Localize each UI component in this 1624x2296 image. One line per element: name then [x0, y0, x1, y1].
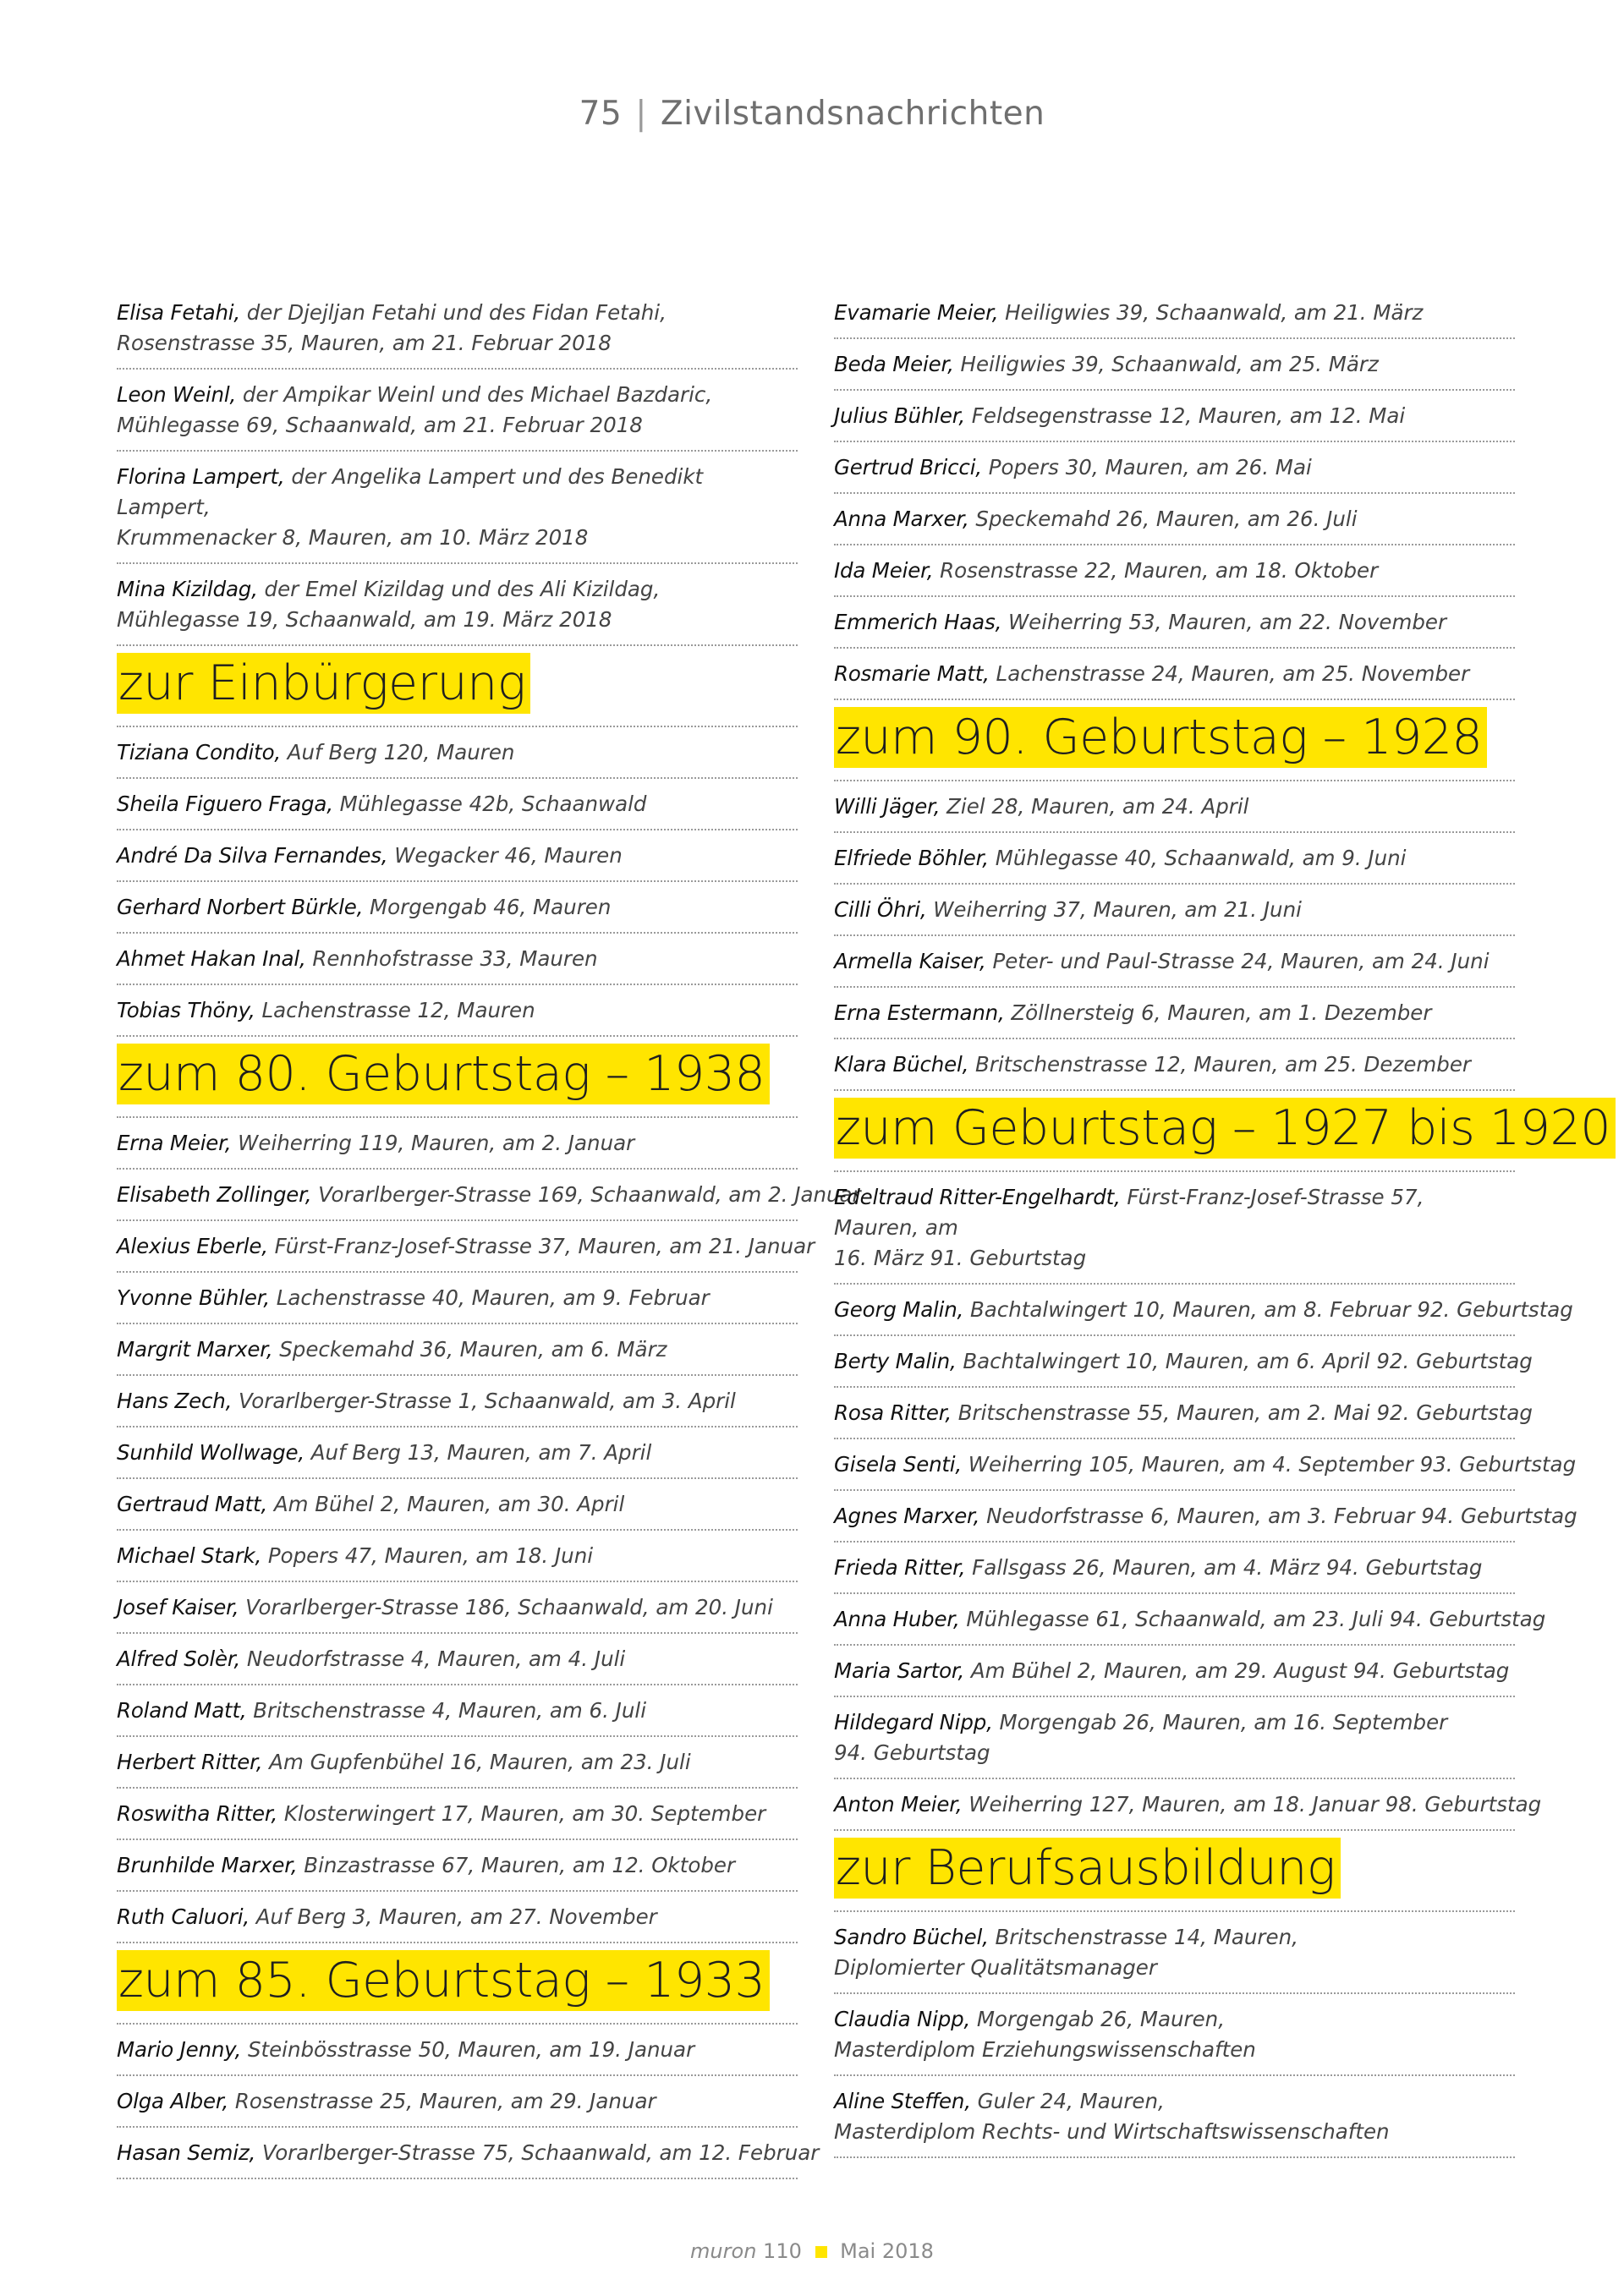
entry-details: Neudorfstrasse 4, Mauren, am 4. Juli: [240, 1647, 626, 1671]
entry-name: Hasan Semiz,: [117, 2140, 256, 2165]
entry-name: Sheila Figuero Fraga,: [117, 792, 333, 816]
entry-details: Neudorfstrasse 6, Mauren, am 3. Februar 94. Geburtstag: [979, 1504, 1577, 1528]
entry-details-line2: Masterdiplom Erziehungswissenschaften: [834, 2037, 1256, 2062]
entry-name: Elisabeth Zollinger,: [117, 1182, 312, 1207]
list-item: [834, 1994, 1515, 2076]
list-item: [117, 1479, 798, 1531]
entry-details: Binzastrasse 67, Mauren, am 12. Oktober: [297, 1853, 736, 1877]
list-item: [834, 1912, 1515, 1994]
entry-details: der Emel Kizildag und des Ali Kizildag,: [257, 577, 661, 601]
list-item: [834, 1697, 1515, 1779]
list-item: [834, 339, 1515, 391]
list-item: [834, 1543, 1515, 1594]
entry-details: Weiherring 37, Mauren, am 21. Juni: [926, 897, 1302, 922]
entry-name: Julius Bühler,: [834, 403, 966, 428]
entry-name: Gertrud Bricci,: [834, 455, 982, 479]
entry-details: Weiherring 53, Mauren, am 22. November: [1001, 610, 1447, 634]
list-item: [834, 1779, 1542, 1831]
entry-details: Fürst-Franz-Josef-Strasse 57, Mauren, am: [834, 1185, 1424, 1240]
entry-details: Vorarlberger-Strasse 75, Schaanwald, am 12. Februar: [255, 2140, 820, 2165]
entry-details: Rosenstrasse 25, Mauren, am 29. Januar: [228, 2089, 656, 2113]
list-item: [117, 934, 798, 985]
entry-details-line2: 94. Geburtstag: [834, 1740, 990, 1765]
entry-name: Roland Matt,: [117, 1698, 247, 1723]
list-item: [117, 1789, 798, 1840]
heading-text: zum 80. Geburtstag – 1938: [117, 1044, 770, 1104]
header-separator: |: [635, 95, 647, 133]
entry-name: Yvonne Bühler,: [117, 1285, 270, 1310]
list-item: [117, 727, 798, 779]
entry-details: Fallsgass 26, Mauren, am 4. März 94. Geburtstag: [965, 1555, 1483, 1580]
left-column: [117, 288, 861, 2179]
entry-details: Auf Berg 13, Mauren, am 7. April: [304, 1440, 652, 1465]
list-item: [117, 564, 798, 646]
entry-name: Sandro Büchel,: [834, 1925, 989, 1949]
entry-name: Maria Sartor,: [834, 1658, 965, 1683]
list-item: [834, 391, 1515, 442]
heading-text: zum 85. Geburtstag – 1933: [117, 1950, 770, 2011]
section-heading-85: [117, 1943, 798, 2025]
entry-name: Erna Estermann,: [834, 1000, 1005, 1025]
heading-text: zur Berufsausbildung: [834, 1838, 1341, 1899]
list-item: [117, 1170, 861, 1221]
entry-name: Edeltraud Ritter-Engelhardt,: [834, 1185, 1121, 1209]
entry-name: Ahmet Hakan Inal,: [117, 946, 306, 971]
list-item: [834, 988, 1515, 1039]
entry-details: Heiligwies 39, Schaanwald, am 21. März: [998, 300, 1424, 325]
list-item: [117, 1376, 798, 1427]
entry-name: Elfriede Böhler,: [834, 846, 989, 870]
birthday-85-list: [117, 2025, 820, 2179]
entry-details: Ziel 28, Mauren, am 24. April: [940, 794, 1249, 819]
entry-details: Lachenstrasse 24, Mauren, am 25. November: [989, 661, 1470, 686]
section-heading-80: [117, 1037, 798, 1118]
list-item: [117, 2128, 820, 2179]
entry-name: Gertraud Matt,: [117, 1492, 268, 1516]
entry-details: Bachtalwingert 10, Mauren, am 8. Februar 92. Geburtstag: [963, 1297, 1573, 1322]
list-item: [834, 885, 1515, 936]
entry-details: Auf Berg 3, Mauren, am 27. November: [250, 1904, 657, 1929]
list-item: [117, 2025, 798, 2076]
entry-details: Weiherring 127, Mauren, am 18. Januar 98. Geburtstag: [962, 1792, 1542, 1817]
entry-details: Britschenstrasse 55, Mauren, am 2. Mai 92. Geburtstag: [951, 1400, 1533, 1425]
list-item: [834, 1388, 1533, 1439]
list-item: [834, 1491, 1577, 1543]
entry-details: Mühlegasse 42b, Schaanwald: [332, 792, 647, 816]
page-title: Zivilstandsnachrichten: [660, 95, 1045, 133]
entry-details: Speckemahd 36, Mauren, am 6. März: [272, 1337, 667, 1362]
entry-name: Claudia Nipp,: [834, 2007, 971, 2031]
entry-details: Klosterwingert 17, Mauren, am 30. September: [277, 1801, 766, 1826]
heading-text: zum Geburtstag – 1927 bis 1920: [834, 1098, 1616, 1159]
entry-name: Emmerich Haas,: [834, 610, 1002, 634]
entry-details: Britschenstrasse 12, Mauren, am 25. Dezember: [968, 1052, 1471, 1077]
list-item: [834, 1646, 1515, 1697]
list-item: [117, 1118, 798, 1170]
list-item: [117, 1582, 798, 1634]
entry-details: Peter- und Paul-Strasse 24, Mauren, am 24. Juni: [985, 949, 1490, 973]
entry-name: Mario Jenny,: [117, 2037, 242, 2062]
entry-details: Auf Berg 120, Mauren: [280, 740, 515, 764]
entry-details-line2: Rosenstrasse 35, Mauren, am 21. Februar 2018: [117, 331, 612, 355]
footer-brand: muron: [690, 2239, 757, 2263]
entry-name: Rosa Ritter,: [834, 1400, 952, 1425]
entry-name: Frieda Ritter,: [834, 1555, 966, 1580]
entry-details-line2: Masterdiplom Rechts- und Wirtschaftswissenschaften: [834, 2119, 1390, 2144]
entry-name: Erna Meier,: [117, 1131, 232, 1155]
list-item: [834, 833, 1515, 885]
entry-name: Sunhild Wollwage,: [117, 1440, 304, 1465]
list-item: [117, 830, 798, 882]
entry-name: Michael Stark,: [117, 1543, 262, 1568]
entry-name: Cilli Öhri,: [834, 897, 927, 922]
list-item: [117, 1324, 798, 1376]
birthday-80-list: [117, 1118, 861, 1943]
entry-name: André Da Silva Fernandes,: [117, 843, 388, 868]
list-item: [117, 1892, 798, 1943]
entry-details: Heiligwies 39, Schaanwald, am 25. März: [953, 352, 1379, 376]
entry-details: Vorarlberger-Strasse 1, Schaanwald, am 3. April: [232, 1389, 736, 1413]
entry-name: Elisa Fetahi,: [117, 300, 240, 325]
entry-details: Weiherring 105, Mauren, am 4. September 93. Geburtstag: [962, 1452, 1577, 1477]
list-item: [834, 936, 1515, 988]
entry-details: Speckemahd 26, Mauren, am 26. Juli: [968, 507, 1358, 531]
entry-details: Am Bühel 2, Mauren, am 29. August 94. Geburtstag: [964, 1658, 1510, 1683]
entry-name: Olga Alber,: [117, 2089, 229, 2113]
entry-name: Agnes Marxer,: [834, 1504, 980, 1528]
entry-details: Morgengab 46, Mauren: [363, 895, 612, 919]
entry-details: der Ampikar Weinl und des Michael Bazdaric,: [236, 382, 713, 407]
list-item: [834, 1594, 1546, 1646]
entry-details: Wegacker 46, Mauren: [387, 843, 623, 868]
birthday-90-list: [834, 781, 1515, 1091]
entry-details: Vorarlberger-Strasse 169, Schaanwald, am 2. Januar: [311, 1182, 861, 1207]
section-heading-beruf: [834, 1831, 1515, 1912]
entry-name: Gerhard Norbert Bürkle,: [117, 895, 364, 919]
entry-name: Roswitha Ritter,: [117, 1801, 278, 1826]
entry-name: Ruth Caluori,: [117, 1904, 250, 1929]
entry-details: Popers 30, Mauren, am 26. Mai: [981, 455, 1312, 479]
entry-details: Fürst-Franz-Josef-Strasse 37, Mauren, am 21. Januar: [267, 1234, 815, 1258]
entry-details-line2: Mühlegasse 69, Schaanwald, am 21. Februar 2018: [117, 413, 643, 437]
entry-details: Morgengab 26, Mauren,: [970, 2007, 1225, 2031]
section-heading-1927: [834, 1091, 1611, 1172]
heading-text: zur Einbürgerung: [117, 653, 530, 714]
entry-name: Hildegard Nipp,: [834, 1710, 993, 1734]
list-item: [834, 494, 1515, 545]
entry-name: Tobias Thöny,: [117, 998, 255, 1022]
berufsausbildung-list: [834, 1912, 1515, 2158]
entry-details: Bachtalwingert 10, Mauren, am 6. April 92. Geburtstag: [956, 1349, 1533, 1373]
birthday-1927-1920-list: [834, 1172, 1577, 1831]
entry-details: Morgengab 26, Mauren, am 16. September: [992, 1710, 1448, 1734]
footer-accent-square: [815, 2246, 827, 2258]
entry-details: Mühlegasse 40, Schaanwald, am 9. Juni: [988, 846, 1407, 870]
entry-details: Popers 47, Mauren, am 18. Juni: [261, 1543, 594, 1568]
entry-details: Britschenstrasse 14, Mauren,: [988, 1925, 1298, 1949]
entry-name: Gisela Senti,: [834, 1452, 962, 1477]
entry-name: Berty Malin,: [834, 1349, 957, 1373]
entry-details: Rennhofstrasse 33, Mauren: [305, 946, 598, 971]
list-item: [117, 1737, 798, 1789]
list-item: [117, 370, 798, 452]
entry-name: Herbert Ritter,: [117, 1750, 263, 1774]
list-item: [117, 288, 798, 370]
list-item: [117, 779, 798, 830]
list-item: [117, 1531, 798, 1582]
list-item: [834, 649, 1515, 700]
entry-name: Anna Marxer,: [834, 507, 969, 531]
entry-name: Alfred Solèr,: [117, 1647, 241, 1671]
list-item: [117, 882, 798, 934]
entry-details-line2: Krummenacker 8, Mauren, am 10. März 2018: [117, 525, 589, 550]
entry-name: Evamarie Meier,: [834, 300, 999, 325]
list-item: [117, 1840, 798, 1892]
entry-name: Willi Jäger,: [834, 794, 941, 819]
section-heading-einbuergerung: [117, 646, 798, 727]
list-item: [834, 1172, 1515, 1285]
right-column: [834, 288, 1611, 2158]
list-item: [834, 442, 1515, 494]
list-item: [834, 288, 1515, 339]
entry-details: Vorarlberger-Strasse 186, Schaanwald, am 20. Juni: [239, 1595, 773, 1619]
entry-name: Anton Meier,: [834, 1792, 963, 1817]
list-item: [834, 597, 1515, 649]
list-item: [834, 1439, 1577, 1491]
entry-name: Rosmarie Matt,: [834, 661, 990, 686]
entry-details: Guler 24, Mauren,: [970, 2089, 1165, 2113]
births-list: [117, 288, 798, 646]
einbuergerung-list: [117, 727, 798, 1037]
entry-details-line2: Mühlegasse 19, Schaanwald, am 19. März 2018: [117, 607, 612, 632]
entry-details: Britschenstrasse 4, Mauren, am 6. Juli: [246, 1698, 647, 1723]
list-item: [117, 1634, 798, 1685]
birthday-85-continued-list: [834, 288, 1515, 700]
page-footer: [0, 2239, 1624, 2263]
entry-name: Anna Huber,: [834, 1607, 960, 1631]
list-item: [834, 781, 1515, 833]
entry-name: Ida Meier,: [834, 558, 934, 583]
list-item: [834, 1285, 1573, 1336]
entry-name: Hans Zech,: [117, 1389, 233, 1413]
list-item: [834, 1336, 1533, 1388]
entry-details: Am Gupfenbühel 16, Mauren, am 23. Juli: [262, 1750, 691, 1774]
page-header: [0, 95, 1624, 133]
section-heading-90: [834, 700, 1515, 781]
entry-details: Lachenstrasse 12, Mauren: [255, 998, 535, 1022]
entry-name: Margrit Marxer,: [117, 1337, 273, 1362]
list-item: [834, 1039, 1515, 1091]
footer-issue: 110: [763, 2239, 802, 2263]
entry-details: Weiherring 119, Mauren, am 2. Januar: [231, 1131, 635, 1155]
entry-name: Brunhilde Marxer,: [117, 1853, 298, 1877]
list-item: [117, 1221, 815, 1273]
heading-text: zum 90. Geburtstag – 1928: [834, 707, 1487, 768]
list-item: [117, 985, 798, 1037]
entry-name: Armella Kaiser,: [834, 949, 986, 973]
entry-name: Tiziana Condito,: [117, 740, 281, 764]
entry-details: Lachenstrasse 40, Mauren, am 9. Februar: [269, 1285, 710, 1310]
list-item: [834, 545, 1515, 597]
entry-name: Georg Malin,: [834, 1297, 964, 1322]
entry-name: Leon Weinl,: [117, 382, 237, 407]
entry-name: Mina Kizildag,: [117, 577, 258, 601]
entry-name: Alexius Eberle,: [117, 1234, 268, 1258]
entry-details-line2: 16. März 91. Geburtstag: [834, 1246, 1087, 1270]
entry-details: Zöllnersteig 6, Mauren, am 1. Dezember: [1004, 1000, 1432, 1025]
entry-details-line2: Diplomierter Qualitätsmanager: [834, 1955, 1157, 1980]
list-item: [834, 2076, 1515, 2158]
list-item: [117, 1427, 798, 1479]
list-item: [117, 452, 798, 564]
entry-details: Feldsegenstrasse 12, Mauren, am 12. Mai: [965, 403, 1406, 428]
list-item: [117, 1685, 798, 1737]
list-item: [117, 2076, 798, 2128]
entry-name: Florina Lampert,: [117, 464, 285, 489]
entry-details: der Angelika Lampert und des Benedikt Lampert,: [117, 464, 704, 519]
list-item: [117, 1273, 798, 1324]
entry-name: Beda Meier,: [834, 352, 954, 376]
entry-details: Steinbösstrasse 50, Mauren, am 19. Januar: [241, 2037, 695, 2062]
entry-name: Klara Büchel,: [834, 1052, 969, 1077]
footer-date: Mai 2018: [840, 2239, 934, 2263]
entry-details: Mühlegasse 61, Schaanwald, am 23. Juli 94. Geburtstag: [959, 1607, 1546, 1631]
entry-details: der Djejljan Fetahi und des Fidan Fetahi,: [239, 300, 667, 325]
page-number: 75: [579, 95, 623, 133]
entry-name: Josef Kaiser,: [117, 1595, 239, 1619]
entry-name: Aline Steffen,: [834, 2089, 971, 2113]
entry-details: Am Bühel 2, Mauren, am 30. April: [267, 1492, 625, 1516]
entry-details: Rosenstrasse 22, Mauren, am 18. Oktober: [933, 558, 1379, 583]
